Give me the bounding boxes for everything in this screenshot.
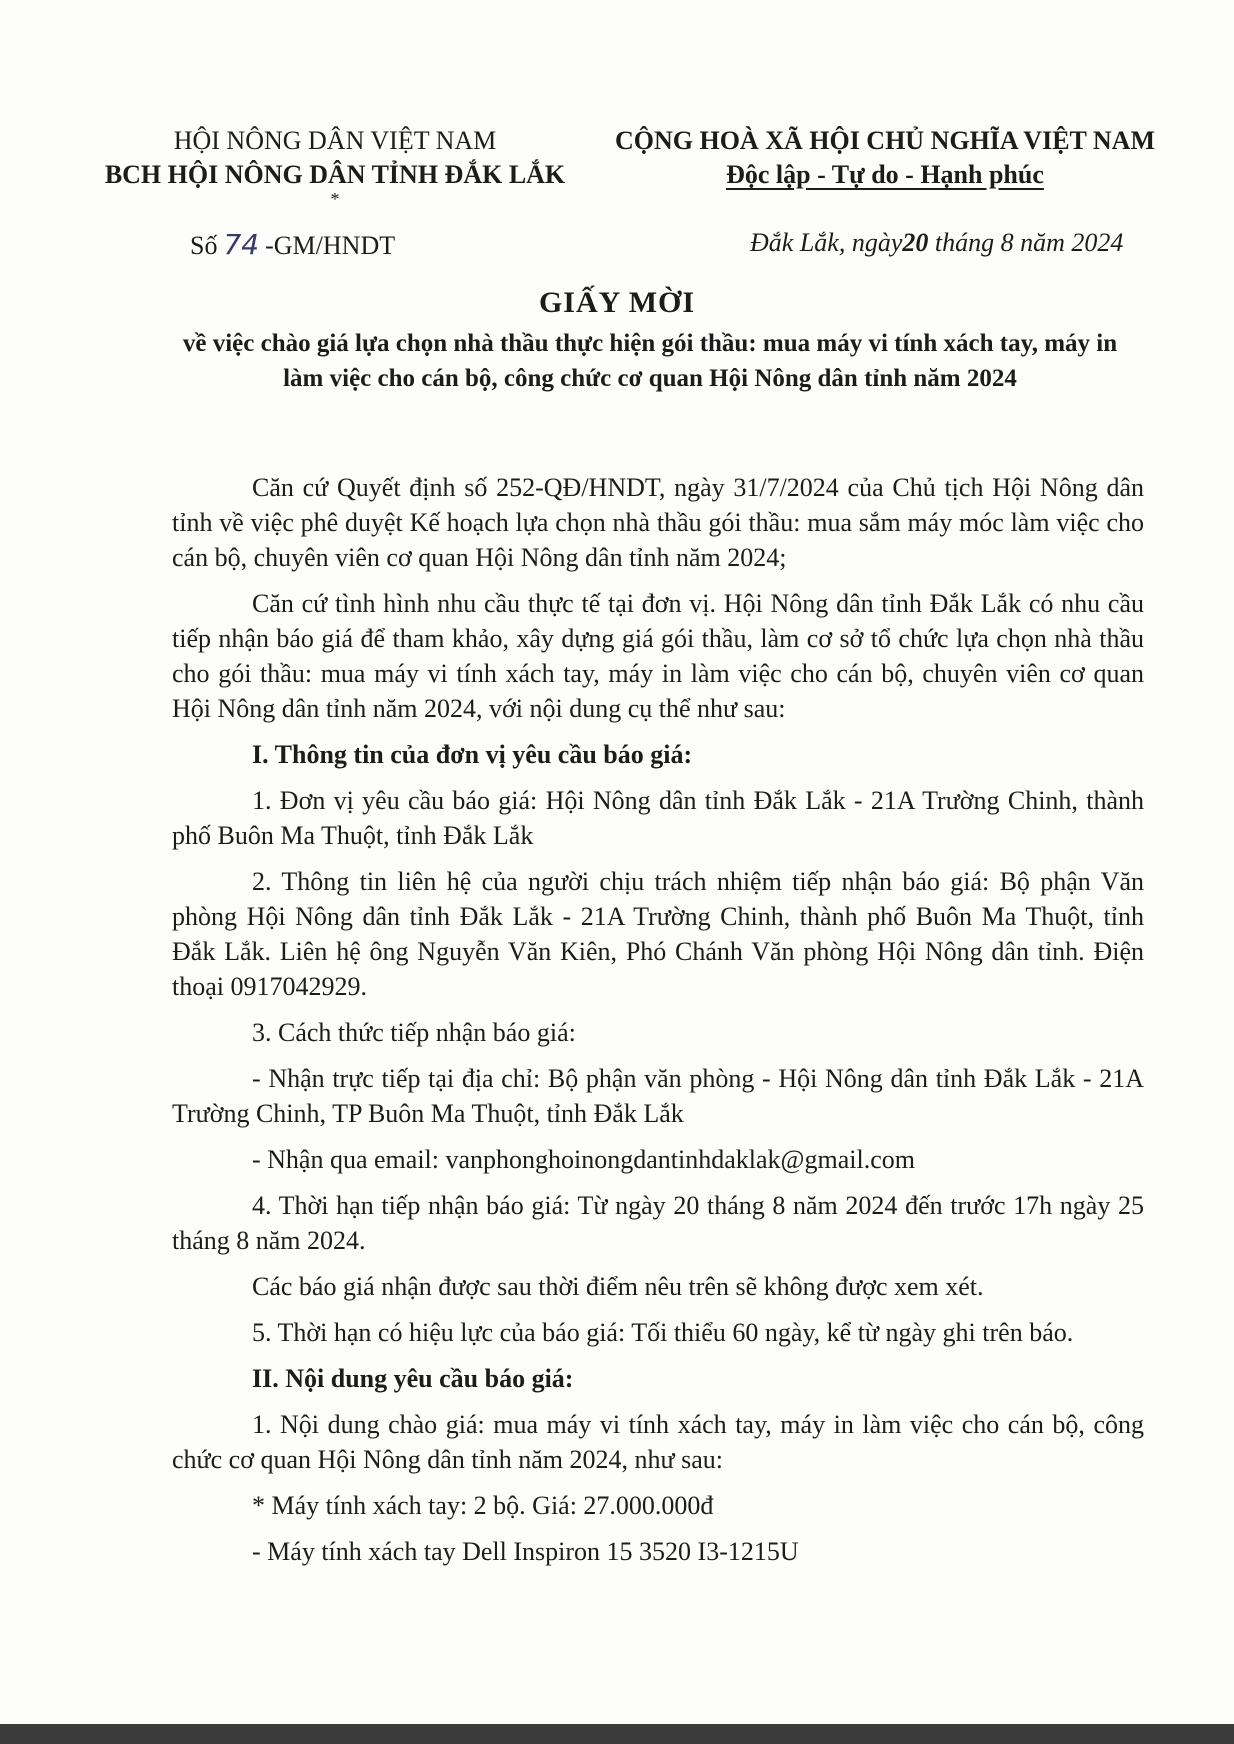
paragraph: Các báo giá nhận được sau thời điểm nêu trên sẽ không được xem xét. — [252, 1272, 984, 1301]
paragraph: 1. Nội dung chào giá: mua máy vi tính xách tay, máy in làm việc cho cán bộ, công chức cơ quan Hội Nông dân tỉnh năm 2024, như sau: — [172, 1410, 1144, 1474]
document-body — [172, 470, 1144, 1580]
paragraph: Căn cứ Quyết định số 252-QĐ/HNDT, ngày 31/7/2024 của Chủ tịch Hội Nông dân tỉnh về việc phê duyệt Kế hoạch lựa chọn nhà thầu gói thầu: mua sắm máy móc làm việc cho cán bộ, chuyên viên cơ quan Hội Nông dân tỉnh năm 2024; — [172, 473, 1144, 572]
doc-number-handwritten: 74 — [223, 228, 260, 261]
paragraph: 2. Thông tin liên hệ của người chịu trách nhiệm tiếp nhận báo giá: Bộ phận Văn phòng Hội Nông dân tỉnh Đắk Lắk - 21A Trường Chinh, thành phố Buôn Ma Thuột, tỉnh Đắk Lắk. Liên hệ ông Nguyễn Văn Kiên, Phó Chánh Văn phòng Hội Nông dân tỉnh. Điện thoại 0917042929. — [172, 867, 1144, 1001]
national-motto — [590, 124, 1180, 192]
date-line — [750, 228, 1123, 258]
date-suffix: tháng 8 năm 2024 — [934, 228, 1124, 257]
org-line-1: HỘI NÔNG DÂN VIỆT NAM — [173, 126, 497, 155]
paragraph: Căn cứ tình hình nhu cầu thực tế tại đơn vị. Hội Nông dân tỉnh Đắk Lắk có nhu cầu tiếp nhận báo giá để tham khảo, xây dựng giá gói thầu, làm cơ sở tổ chức lựa chọn nhà thầu cho gói thầu: mua máy vi tính xách tay, máy in làm việc cho cán bộ, chuyên viên cơ quan Hội Nông dân tỉnh năm 2024, với nội dung cụ thể như sau: — [172, 589, 1144, 723]
paragraph: 5. Thời hạn có hiệu lực của báo giá: Tối thiểu 60 ngày, kể từ ngày ghi trên báo. — [252, 1318, 1074, 1347]
date-prefix: Đắk Lắk, ngày — [750, 228, 903, 257]
org-star: * — [330, 189, 340, 209]
paragraph: - Nhận qua email: vanphonghoinongdantinhdaklak@gmail.com — [252, 1145, 915, 1174]
paragraph: - Nhận trực tiếp tại địa chỉ: Bộ phận văn phòng - Hội Nông dân tỉnh Đắk Lắk - 21A Trường Chinh, TP Buôn Ma Thuột, tỉnh Đắk Lắk — [172, 1064, 1144, 1128]
document-number — [190, 228, 395, 261]
doc-number-suffix: -GM/HNDT — [265, 231, 396, 260]
section-heading: II. Nội dung yêu cầu báo giá: — [252, 1364, 574, 1393]
paragraph: - Máy tính xách tay Dell Inspiron 15 3520 I3-1215U — [252, 1537, 799, 1566]
issuing-organization — [90, 124, 580, 209]
section-heading: I. Thông tin của đơn vị yêu cầu báo giá: — [252, 740, 693, 769]
document-subtitle: về việc chào giá lựa chọn nhà thầu thực hiện gói thầu: mua máy vi tính xách tay, máy in làm việc cho cán bộ, công chức cơ quan Hội Nông dân tỉnh năm 2024 — [182, 330, 1118, 392]
org-line-2: BCH HỘI NÔNG DÂN TỈNH ĐẮK LẮK — [104, 160, 566, 189]
paragraph: 1. Đơn vị yêu cầu báo giá: Hội Nông dân tỉnh Đắk Lắk - 21A Trường Chinh, thành phố Buôn Ma Thuột, tỉnh Đắk Lắk — [172, 786, 1144, 850]
doc-number-prefix: Số — [190, 231, 218, 260]
document-title: GIẤY MỜI — [538, 286, 696, 319]
paragraph: 3. Cách thức tiếp nhận báo giá: — [252, 1018, 576, 1047]
date-day: 20 — [902, 228, 929, 257]
paragraph: * Máy tính xách tay: 2 bộ. Giá: 27.000.000đ — [252, 1491, 714, 1520]
scan-edge-bar — [0, 1724, 1234, 1744]
paragraph: 4. Thời hạn tiếp nhận báo giá: Từ ngày 20 tháng 8 năm 2024 đến trước 17h ngày 25 tháng 8 năm 2024. — [172, 1191, 1144, 1255]
nation-line-1: CỘNG HOÀ XÃ HỘI CHỦ NGHĨA VIỆT NAM — [614, 126, 1156, 155]
nation-line-2: Độc lập - Tự do - Hạnh phúc — [726, 160, 1044, 189]
